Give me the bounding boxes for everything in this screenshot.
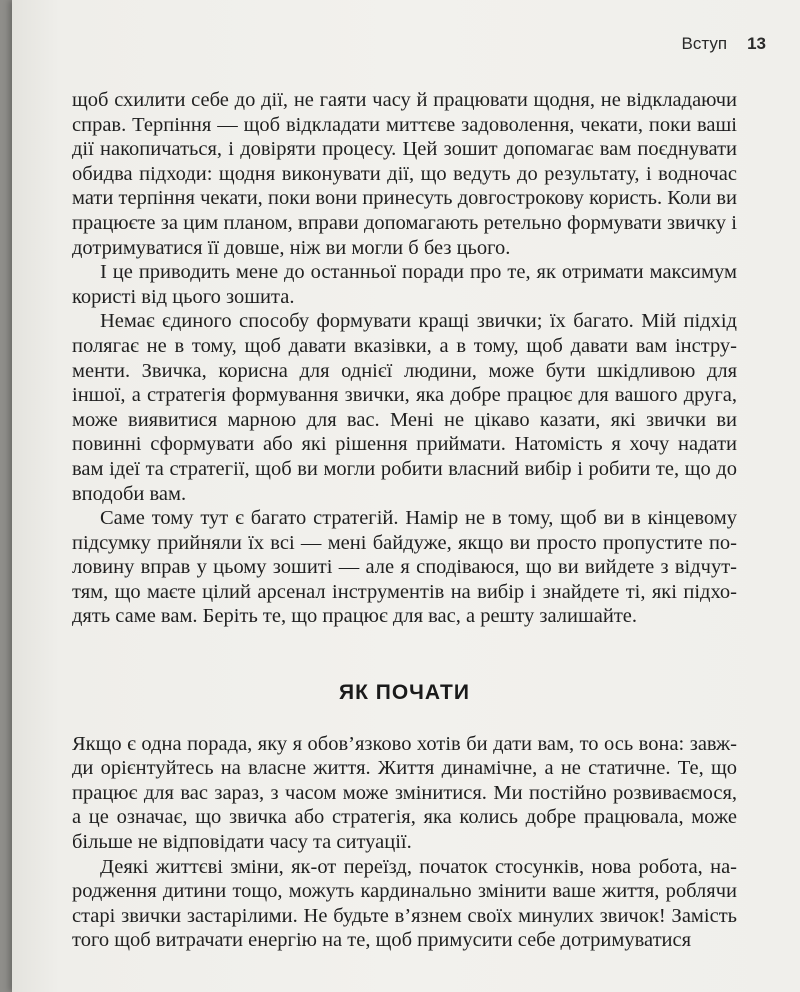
paragraph: щоб схилити себе до дії, не гаяти часу й працювати щодня, не відкладаючи справ. Терпіння — щоб відкладати миттєве задоволення, чекати, поки ваші дії накопичаться, і довіряти процесу. Цей зошит допомагає вам поєднувати обидва підходи: щодня виконувати дії, що ведуть до результату, і водночас мати терпіння чекати, поки вони принесуть довгострокову користь. Коли ви працюєте за цим планом, вправи допомагають ретельно формувати звичку і дотримуватися її довше, ніж ви могли б без цього.	[72, 89, 737, 259]
body-text	[72, 88, 737, 953]
running-head-section: Вступ	[681, 34, 728, 53]
running-head	[682, 34, 766, 54]
paragraph: Саме тому тут є багато стратегій. Намір не в тому, щоб ви в кінцевому підсумку прийняли їх всі — мені байдуже, якщо ви просто пропустите половину вправ у цьому зошиті — але я сподіваюся, що ви вийдете з відчуттям, що маєте цілий арсенал інструментів на вибір і знайдете ті, які підходять саме вам. Беріть те, що працює для вас, а решту залишайте.	[72, 507, 737, 628]
paragraph: Якщо є одна порада, яку я обов’язково хотів би дати вам, то ось вона: завжди орієнтуйтесь на власне життя. Життя динамічне, а не статичне. Те, що працює для вас зараз, з часом може змінитися. Ми постійно розвиваємося, а це означає, що звичка або стратегія, яка колись добре працювала, може більше не відповідати часу та ситуації.	[72, 732, 737, 854]
book-page	[12, 0, 800, 992]
paragraph: Деякі життєві зміни, як-от переїзд, початок стосунків, нова робота, народження дитини тощо, можуть кардинально змінити ваше життя, роблячи старі звички застарілими. Не будьте в’язнем своїх минулих звичок! Замість того щоб витрачати енергію на те, щоб примусити себе дотримуватися	[72, 855, 737, 952]
page-number: 13	[747, 34, 766, 53]
section-heading: ЯК ПОЧАТИ	[339, 681, 470, 705]
paragraph: І це приводить мене до останньої поради про те, як отримати максимум користі від цього зошита.	[72, 261, 737, 308]
paragraph: Немає єдиного способу формувати кращі звички; їх багато. Мій підхід полягає не в тому, щоб давати вказівки, а в тому, щоб давати вам інструменти. Звичка, корисна для однієї людини, може бути шкідливою для іншої, а стратегія формування звички, яка добре працює для вашого друга, може виявитися марною для вас. Мені не цікаво казати, які звички ви повинні сформувати або які рішення приймати. Натомість я хочу надати вам ідеї та стратегії, щоб ви могли робити власний вибір і робити те, що до вподоби вам.	[72, 310, 737, 505]
